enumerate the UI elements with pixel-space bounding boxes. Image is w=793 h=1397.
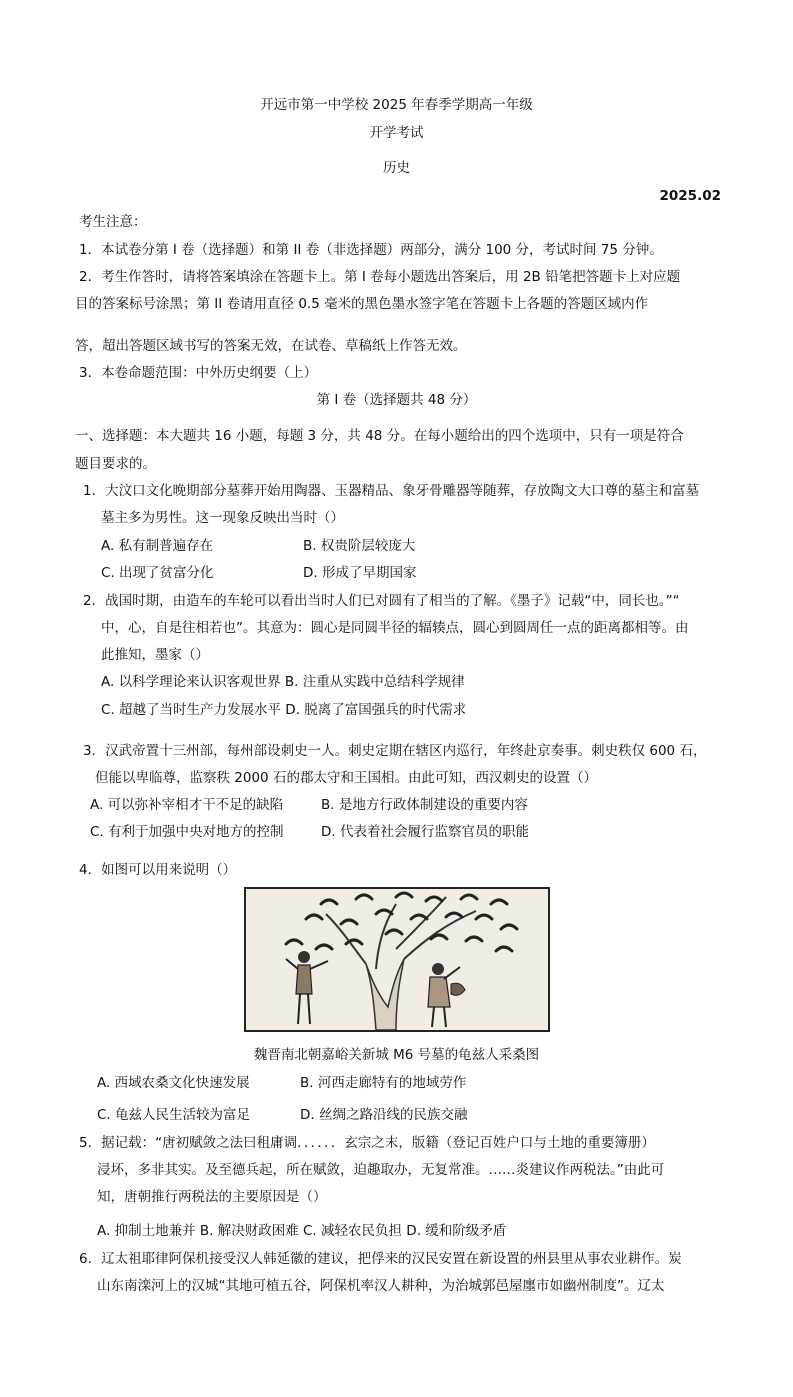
option-b: B. 是地方行政体制建设的重要内容: [321, 797, 528, 813]
question-stem: 此推知，墨家（）: [101, 647, 209, 663]
question-stem: 山东南滦河上的汉城“其地可植五谷，阿保机率汉人耕种，为治城郭邑屋廛市如幽州制度”。辽太: [97, 1278, 665, 1294]
option-b: B. 河西走廊特有的地域劳作: [300, 1075, 467, 1091]
subject-title: 历史: [383, 160, 410, 176]
notice-item: 答，超出答题区域书写的答案无效，在试卷、草稿纸上作答无效。: [75, 338, 467, 354]
question-stem: 中，心，自是往相若也”。其意为：圆心是同圆半径的辐辏点，圆心到圆周任一点的距离都相等。由: [101, 620, 689, 636]
section-intro: 题目要求的。: [75, 456, 156, 472]
exam-date: 2025.02: [659, 188, 721, 204]
option-c: C. 出现了贫富分化: [101, 565, 214, 581]
option-c: C. 龟兹人民生活较为富足: [97, 1107, 251, 1123]
mulberry-picking-mural: [244, 887, 550, 1032]
question-stem: 3．汉武帝置十三州部，每州部设刺史一人。刺史定期在辖区内巡行，年终赴京奏事。刺史秩仅 600 石，: [83, 743, 707, 759]
notice-item: 目的答案标号涂黑；第 II 卷请用直径 0.5 毫米的黑色墨水签字笔在答题卡上各题的答题区域内作: [75, 296, 649, 312]
figure-caption: 魏晋南北朝嘉峪关新城 M6 号墓的龟兹人采桑图: [253, 1047, 540, 1063]
option-d: D. 形成了早期国家: [303, 565, 417, 581]
notice-item: 2．考生作答时，请将答案填涂在答题卡上。第 I 卷每小题选出答案后，用 2B 铅笔把答题卡上对应题: [79, 269, 681, 285]
question-stem: 4．如图可以用来说明（）: [79, 862, 237, 878]
option-a: A. 可以弥补宰相才干不足的缺陷: [90, 797, 284, 813]
notice-heading: 考生注意：: [79, 214, 147, 230]
question-stem: 2．战国时期，由造车的车轮可以看出当时人们已对圆有了相当的了解。《墨子》记载“中，同长也。”“: [83, 593, 680, 609]
option-cd: C. 超越了当时生产力发展水平 D. 脱离了富国强兵的时代需求: [101, 702, 467, 718]
option-b: B. 权贵阶层较庞大: [303, 538, 416, 554]
question-stem: 5．据记载：“唐初赋敛之法曰租庸调．．．．．．玄宗之末，版籍（登记百姓户口与土地的重要簿册）: [79, 1135, 655, 1151]
question-stem: 但能以卑临尊，监察秩 2000 石的郡太守和王国相。由此可知，西汉刺史的设置（）: [95, 770, 597, 786]
question-stem: 墓主多为男性。这一现象反映出当时（）: [101, 510, 344, 526]
notice-item: 3．本卷命题范围：中外历史纲要（上）: [79, 365, 318, 381]
option-a: A. 西域农桑文化快速发展: [97, 1075, 250, 1091]
option-d: D. 代表着社会履行监察官员的职能: [321, 824, 529, 840]
option-abcd: A. 抑制土地兼并 B. 解决财政困难 C. 减轻农民负担 D. 缓和阶级矛盾: [97, 1223, 507, 1239]
question-stem: 知，唐朝推行两税法的主要原因是（）: [97, 1189, 327, 1205]
exam-title: 开远市第一中学校 2025 年春季学期高一年级: [260, 97, 533, 113]
exam-subtitle: 开学考试: [369, 125, 424, 141]
option-ab: A. 以科学理论来认识客观世界 B. 注重从实践中总结科学规律: [101, 674, 465, 690]
section-title: 第 I 卷（选择题共 48 分）: [316, 392, 477, 408]
section-intro: 一、选择题：本大题共 16 小题，每题 3 分，共 48 分。在每小题给出的四个选项中，只有一项是符合: [75, 428, 684, 444]
option-c: C. 有利于加强中央对地方的控制: [90, 824, 284, 840]
question-stem: 浸坏，多非其实。及至德兵起，所在赋敛，迫趣取办，无复常准。……炎建议作两税法。”由此可: [97, 1162, 665, 1178]
notice-item: 1．本试卷分第 I 卷（选择题）和第 II 卷（非选择题）两部分，满分 100 分，考试时间 75 分钟。: [79, 242, 663, 258]
question-stem: 6．辽太祖耶律阿保机接受汉人韩延徽的建议，把俘来的汉民安置在新设置的州县里从事农业耕作。炭: [79, 1251, 682, 1267]
question-stem: 1．大汶口文化晚期部分墓葬开始用陶器、玉器精品、象牙骨雕器等随葬，存放陶文大口尊的墓主和富墓: [83, 483, 700, 499]
option-a: A. 私有制普遍存在: [101, 538, 214, 554]
option-d: D. 丝绸之路沿线的民族交融: [300, 1107, 468, 1123]
